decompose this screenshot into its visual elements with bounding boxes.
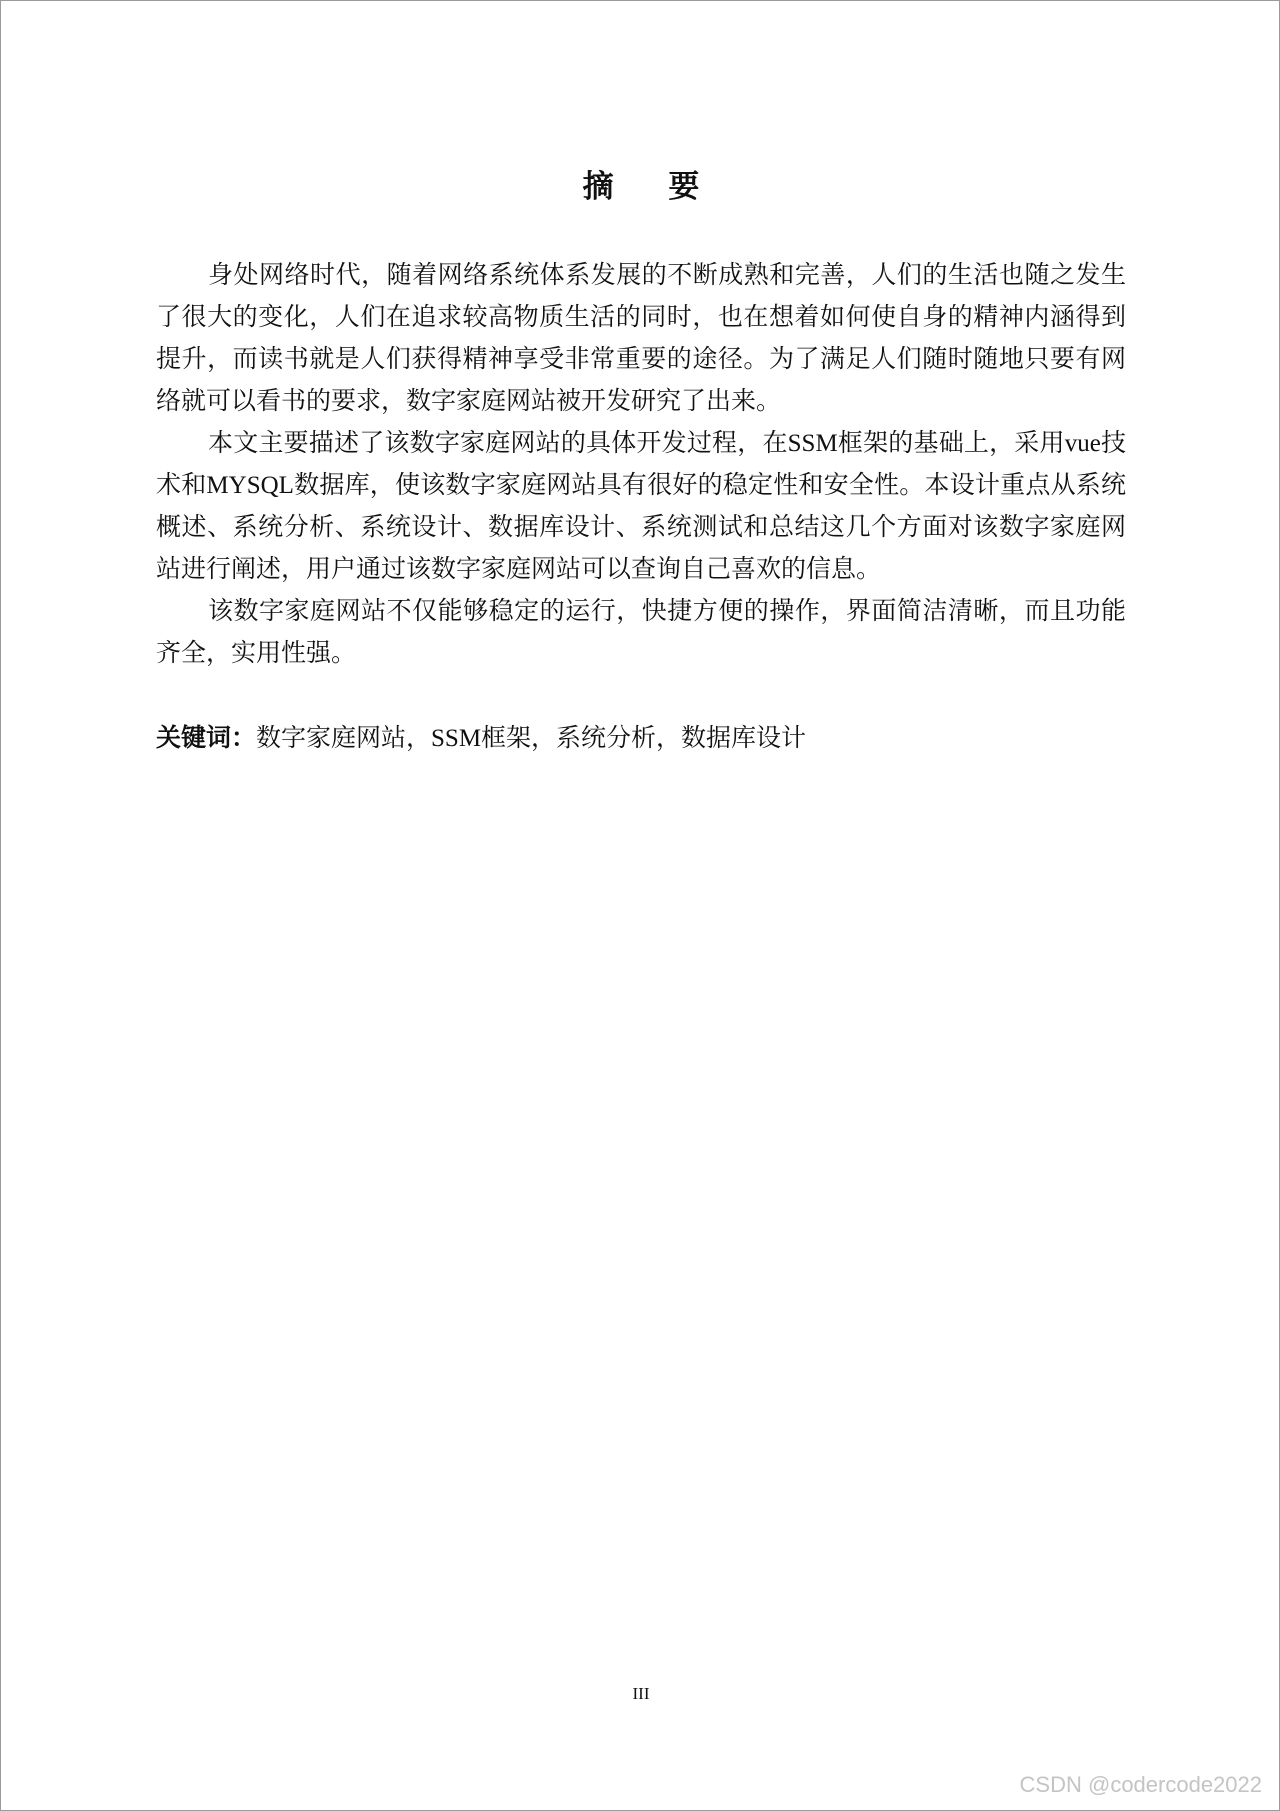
paragraph-2: 本文主要描述了该数字家庭网站的具体开发过程，在SSM框架的基础上，采用vue技术和MYSQL数据库，使该数字家庭网站具有很好的稳定性和安全性。本设计重点从系统概述、系统分析、系统设计、数据库设计、系统测试和总结这几个方面对该数字家庭网站进行阐述，用户通过该数字家庭网站可以查询自己喜欢的信息。 — [156, 430, 1126, 583]
paragraph-1: 身处网络时代，随着网络系统体系发展的不断成熟和完善，人们的生活也随之发生了很大的变化，人们在追求较高物质生活的同时，也在想着如何使自身的精神内涵得到提升，而读书就是人们获得精神享受非常重要的途径。为了满足人们随时随地只要有网络就可以看书的要求，数字家庭网站被开发研究了出来。 — [156, 262, 1126, 415]
abstract-title: 摘 要 — [582, 169, 722, 205]
abstract-body — [156, 255, 1126, 675]
csdn-watermark: CSDN @codercode2022 — [1019, 1772, 1262, 1797]
keywords-line — [156, 717, 1126, 760]
page-number: III — [632, 1684, 650, 1703]
keywords-label: 关键词： — [156, 723, 257, 752]
keywords-value: 数字家庭网站，SSM框架，系统分析，数据库设计 — [256, 725, 807, 752]
paragraph-3: 该数字家庭网站不仅能够稳定的运行，快捷方便的操作，界面简洁清晰，而且功能齐全，实用性强。 — [156, 598, 1126, 667]
